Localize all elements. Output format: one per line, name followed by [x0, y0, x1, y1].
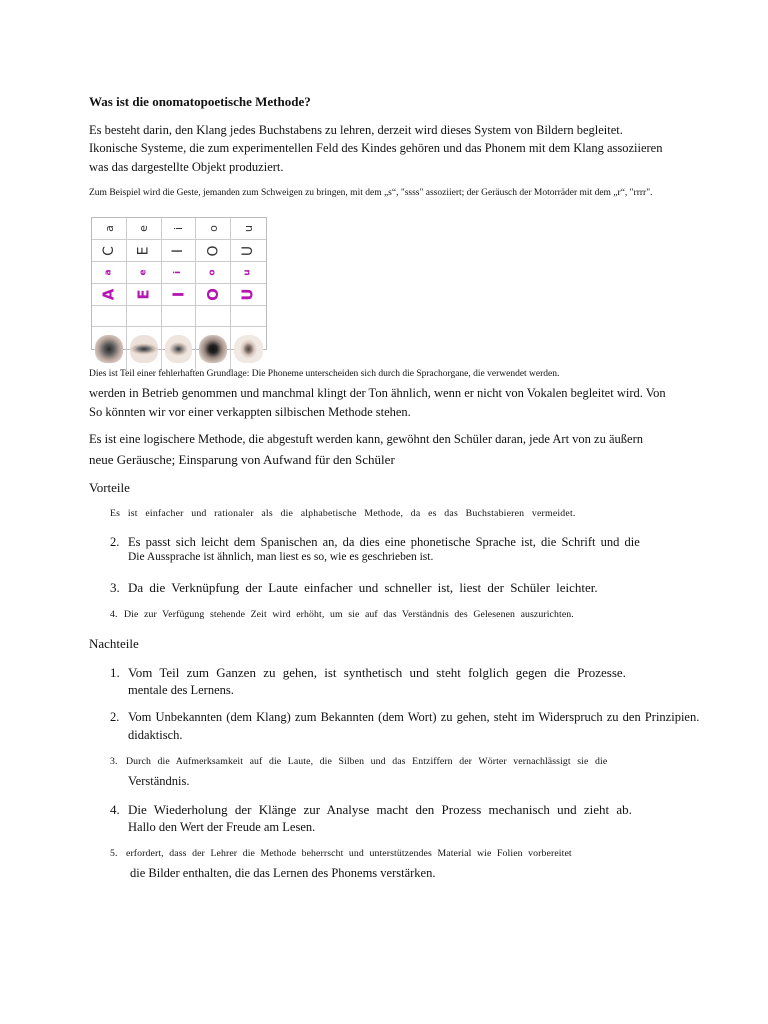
vorteile-item-3-num: 3.: [110, 580, 120, 595]
mouth-i-image: [162, 327, 197, 371]
mouth-image: [95, 335, 123, 363]
intro-line-3: was das dargestellte Objekt produziert.: [89, 160, 284, 174]
table-cell: u: [231, 218, 266, 240]
table-cell: [231, 306, 266, 327]
nachteile-item-2-num: 2.: [110, 710, 120, 724]
critique-line-3: So könnten wir vor einer verkappten silbischen Methode stehen.: [89, 405, 411, 419]
table-cell: [196, 306, 231, 327]
table-cell: I: [162, 240, 197, 262]
table-cell: A: [92, 284, 127, 306]
table-cell: O: [196, 284, 231, 306]
vorteile-item-2-line1: Es passt sich leicht dem Spanischen an, da dies eine phonetische Sprache ist, die Schrift und die: [128, 535, 640, 549]
mouth-image: [234, 335, 263, 363]
table-cell: U: [231, 284, 266, 306]
mouth-image: [199, 335, 227, 363]
table-cell: i: [162, 262, 197, 284]
vorteile-item-2-num: 2.: [110, 535, 120, 549]
table-cell: [162, 306, 197, 327]
vowel-mouth-table: [91, 217, 267, 350]
nachteile-item-2-line2: didaktisch.: [128, 728, 183, 742]
table-cell: E: [127, 240, 162, 262]
logic-line-2: neue Geräusche; Einsparung von Aufwand für den Schüler: [89, 452, 395, 467]
example-text: Zum Beispiel wird die Geste, jemanden zum Schweigen zu bringen, mit dem „s“, "ssss" assoziiert; der Geräusch der Motorräder mit dem „r“, "rrrr".: [89, 188, 653, 198]
mouth-a-image: [92, 327, 127, 371]
critique-line-2: werden in Betrieb genommen und manchmal klingt der Ton ähnlich, wenn er nicht von Vokalen begleitet wird. Von: [89, 386, 666, 400]
logic-line-1: Es ist eine logischere Methode, die abgestuft werden kann, gewöhnt den Schüler daran, jede Art von zu äußern: [89, 432, 643, 446]
vorteile-heading: Vorteile: [89, 480, 130, 495]
mouth-e-image: [127, 327, 162, 371]
nachteile-item-4-num: 4.: [110, 802, 120, 817]
vorteile-item-3-line1: Da die Verknüpfung der Laute einfacher und schneller ist, liest der Schüler leichter.: [128, 580, 598, 595]
table-cell: i: [162, 218, 197, 240]
table-cell: o: [196, 262, 231, 284]
nachteile-item-4-line2: Hallo den Wert der Freude am Lesen.: [128, 820, 316, 834]
nachteile-item-4-line1: Die Wiederholung der Klänge zur Analyse macht den Prozess mechanisch und zieht ab.: [128, 802, 632, 817]
nachteile-item-1-line1: Vom Teil zum Ganzen zu gehen, ist synthetisch und steht folglich gegen die Prozesse.: [128, 665, 626, 680]
table-cell: e: [127, 218, 162, 240]
nachteile-item-1-num: 1.: [110, 665, 120, 680]
mouth-o-image: [196, 327, 231, 371]
list-item-text: Es ist einfacher und rationaler als die alphabetische Methode, da es das Buchstabieren vermeidet.: [110, 508, 576, 519]
page-title: Was ist die onomatopoetische Methode?: [89, 94, 311, 109]
table-cell: [92, 306, 127, 327]
table-cell: U: [231, 240, 266, 262]
intro-line-1: Es besteht darin, den Klang jedes Buchstabens zu lehren, derzeit wird dieses System von Bildern begleitet.: [89, 123, 623, 137]
critique-line-1: Dies ist Teil einer fehlerhaften Grundlage: Die Phoneme unterscheiden sich durch die Sprachorgane, die verwendet werden.: [89, 369, 560, 379]
nachteile-item-2-line1: Vom Unbekannten (dem Klang) zum Bekannten (dem Wort) zu gehen, steht im Widerspruch zu den Prinzipien.: [128, 710, 700, 724]
table-cell: I: [162, 284, 197, 306]
nachteile-item-5-num: 5.: [110, 848, 118, 859]
nachteile-item-3-num: 3.: [110, 756, 118, 767]
vorteile-item-4-line1: Die zur Verfügung stehende Zeit wird erhöht, um sie auf das Verständnis des Gelesenen auszurichten.: [124, 609, 574, 620]
table-cell: a: [92, 262, 127, 284]
mouth-image: [130, 335, 158, 363]
table-cell: [127, 306, 162, 327]
table-cell: e: [127, 262, 162, 284]
vorteile-item-4-num: 4.: [110, 609, 118, 620]
table-cell: E: [127, 284, 162, 306]
table-cell: o: [196, 218, 231, 240]
table-cell: C: [92, 240, 127, 262]
intro-line-2: Ikonische Systeme, die zum experimentellen Feld des Kindes gehören und das Phonem mit dem Klang assoziieren: [89, 141, 663, 155]
nachteile-item-1-line2: mentale des Lernens.: [128, 683, 234, 697]
table-cell: O: [196, 240, 231, 262]
table-cell: u: [231, 262, 266, 284]
nachteile-item-5-line1: erfordert, dass der Lehrer die Methode beherrscht und unterstützendes Material wie Folien vorbereitet: [126, 848, 572, 859]
mouth-u-image: [231, 327, 266, 371]
vorteile-item-2-line2: Die Aussprache ist ähnlich, man liest es so, wie es geschrieben ist.: [128, 551, 434, 563]
nachteile-heading: Nachteile: [89, 636, 139, 651]
nachteile-item-3-line2: Verständnis.: [128, 774, 190, 788]
nachteile-item-5-line2: die Bilder enthalten, die das Lernen des Phonems verstärken.: [130, 866, 436, 880]
mouth-image: [165, 335, 193, 363]
nachteile-item-3-line1: Durch die Aufmerksamkeit auf die Laute, die Silben und das Entziffern der Wörter vernachlässigt sie die: [126, 756, 608, 767]
vorteile-item-1: [110, 508, 606, 519]
table-cell: a: [92, 218, 127, 240]
